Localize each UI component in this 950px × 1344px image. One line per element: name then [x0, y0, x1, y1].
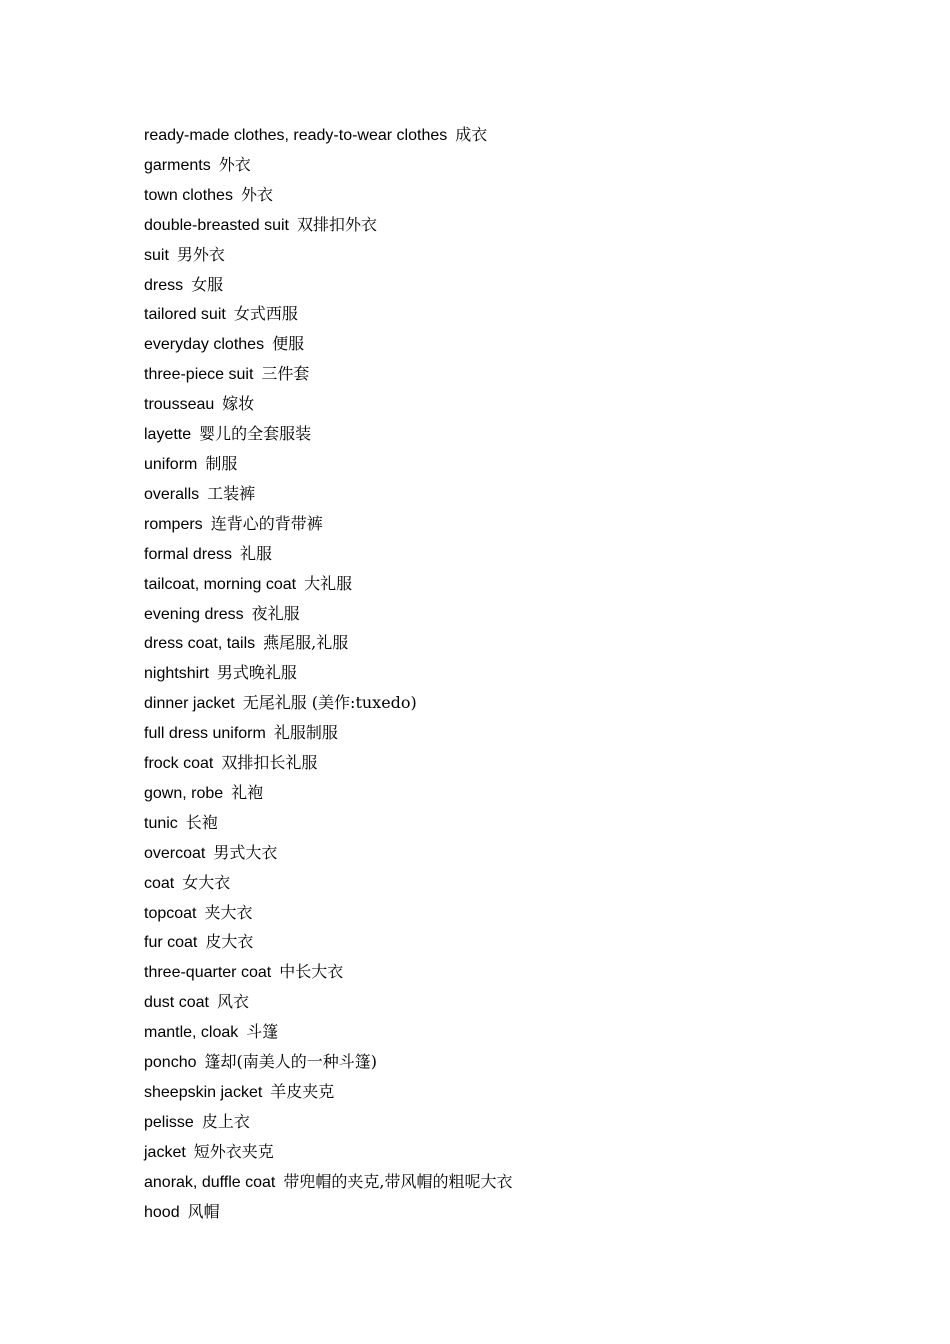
chinese-translation: 婴儿的全套服装	[199, 424, 312, 444]
vocabulary-entry	[144, 569, 512, 599]
vocabulary-entry	[144, 778, 512, 808]
chinese-translation: 礼袍	[231, 782, 264, 802]
vocabulary-entry	[144, 1167, 512, 1197]
vocabulary-entry	[144, 270, 512, 300]
vocabulary-entry	[144, 240, 512, 270]
english-term: ready-made clothes, ready-to-wear clothes	[144, 127, 448, 144]
english-term: tailcoat, morning coat	[144, 575, 297, 593]
chinese-translation: 中长大衣	[279, 962, 344, 982]
english-term: double-breasted suit	[144, 216, 289, 234]
vocabulary-entry	[144, 210, 512, 240]
chinese-translation: 工装裤	[207, 483, 256, 503]
english-term: topcoat	[144, 904, 197, 922]
chinese-translation: 皮大衣	[205, 932, 254, 952]
english-term: coat	[144, 874, 175, 892]
english-term: rompers	[144, 515, 203, 533]
vocabulary-entry	[144, 808, 512, 838]
english-term: dress	[144, 276, 184, 294]
english-term: mantle, cloak	[144, 1024, 239, 1042]
vocabulary-entry	[144, 1137, 512, 1167]
chinese-translation: 大礼服	[304, 573, 353, 593]
chinese-translation: 男外衣	[176, 244, 225, 264]
vocabulary-entry	[144, 1047, 512, 1077]
vocabulary-entry	[144, 389, 512, 419]
vocabulary-entry	[144, 299, 512, 329]
vocabulary-entry	[144, 359, 512, 389]
chinese-translation: 羊皮夹克	[270, 1082, 335, 1101]
chinese-translation: 嫁妆	[222, 394, 255, 414]
english-term: full dress uniform	[144, 725, 266, 743]
chinese-translation: 长袍	[185, 812, 218, 832]
english-term: tailored suit	[144, 306, 226, 324]
english-term: anorak, duffle coat	[144, 1173, 276, 1191]
chinese-translation: 无尾礼服 (美作:tuxedo)	[242, 693, 417, 713]
chinese-translation: 燕尾服,礼服	[263, 633, 349, 653]
vocabulary-entry	[144, 329, 512, 359]
english-term: dress coat, tails	[144, 635, 256, 653]
vocabulary-entry	[144, 539, 512, 569]
english-term: evening dress	[144, 605, 244, 623]
vocabulary-entry	[144, 987, 512, 1017]
english-term: overcoat	[144, 844, 206, 862]
vocabulary-entry	[144, 748, 512, 778]
chinese-translation: 风帽	[187, 1201, 220, 1221]
chinese-translation: 外衣	[218, 154, 251, 174]
english-term: suit	[144, 246, 169, 264]
english-term: gown, robe	[144, 784, 224, 802]
chinese-translation: 女大衣	[182, 872, 231, 892]
chinese-translation: 夹大衣	[204, 902, 253, 922]
vocabulary-entry	[144, 658, 512, 688]
vocabulary-entry	[144, 688, 512, 718]
vocabulary-entry	[144, 1017, 512, 1047]
chinese-translation: 制服	[205, 453, 238, 473]
chinese-translation: 连背心的背带裤	[210, 513, 323, 533]
chinese-translation: 风衣	[216, 992, 249, 1012]
english-term: trousseau	[144, 396, 215, 414]
vocabulary-entry	[144, 120, 512, 150]
english-term: garments	[144, 156, 211, 174]
english-term: frock coat	[144, 755, 214, 773]
english-term: dinner jacket	[144, 695, 235, 713]
english-term: formal dress	[144, 545, 233, 563]
chinese-translation: 三件套	[261, 364, 310, 384]
english-term: everyday clothes	[144, 336, 265, 354]
chinese-translation: 斗篷	[246, 1022, 279, 1042]
vocabulary-entry	[144, 180, 512, 210]
chinese-translation: 带兜帽的夹克,带风帽的粗呢大衣	[283, 1171, 513, 1191]
english-term: layette	[144, 426, 192, 444]
chinese-translation: 男式大衣	[213, 842, 278, 862]
english-term: hood	[144, 1203, 180, 1221]
english-term: dust coat	[144, 994, 209, 1012]
vocabulary-entry	[144, 838, 512, 868]
chinese-translation: 女式西服	[233, 304, 298, 324]
vocabulary-entry	[144, 509, 512, 539]
chinese-translation: 夜礼服	[251, 603, 300, 623]
vocabulary-entry	[144, 1107, 512, 1137]
english-term: overalls	[144, 485, 200, 503]
chinese-translation: 双排扣外衣	[296, 214, 377, 234]
english-term: fur coat	[144, 934, 198, 952]
vocabulary-entry	[144, 718, 512, 748]
chinese-translation: 成衣	[455, 125, 488, 144]
vocabulary-entry	[144, 479, 512, 509]
vocabulary-entry	[144, 1197, 512, 1227]
english-term: three-piece suit	[144, 366, 254, 384]
english-term: three-quarter coat	[144, 964, 272, 982]
chinese-translation: 礼服制服	[273, 723, 338, 743]
chinese-translation: 短外衣夹克	[193, 1141, 274, 1161]
vocabulary-entry	[144, 1077, 512, 1107]
english-term: sheepskin jacket	[144, 1084, 263, 1101]
chinese-translation: 礼服	[240, 543, 273, 563]
vocabulary-entry	[144, 868, 512, 898]
vocabulary-entry	[144, 898, 512, 928]
english-term: uniform	[144, 455, 198, 473]
english-term: nightshirt	[144, 665, 209, 683]
vocabulary-entry	[144, 449, 512, 479]
english-term: tunic	[144, 814, 178, 832]
english-term: pelisse	[144, 1113, 194, 1131]
chinese-translation: 便服	[272, 334, 305, 354]
vocabulary-entry	[144, 419, 512, 449]
chinese-translation: 男式晚礼服	[216, 663, 297, 683]
chinese-translation: 女服	[191, 274, 224, 294]
chinese-translation: 篷却(南美人的一种斗篷)	[204, 1052, 377, 1072]
vocabulary-entry	[144, 150, 512, 180]
english-term: town clothes	[144, 186, 233, 204]
chinese-translation: 双排扣长礼服	[221, 753, 318, 773]
chinese-translation: 外衣	[240, 184, 273, 204]
vocabulary-entry	[144, 628, 512, 658]
english-term: jacket	[144, 1143, 186, 1161]
vocabulary-entry	[144, 927, 512, 957]
vocabulary-entry	[144, 957, 512, 987]
chinese-translation: 皮上衣	[201, 1111, 250, 1131]
english-term: poncho	[144, 1054, 197, 1072]
vocabulary-list	[144, 120, 512, 1227]
vocabulary-entry	[144, 599, 512, 629]
